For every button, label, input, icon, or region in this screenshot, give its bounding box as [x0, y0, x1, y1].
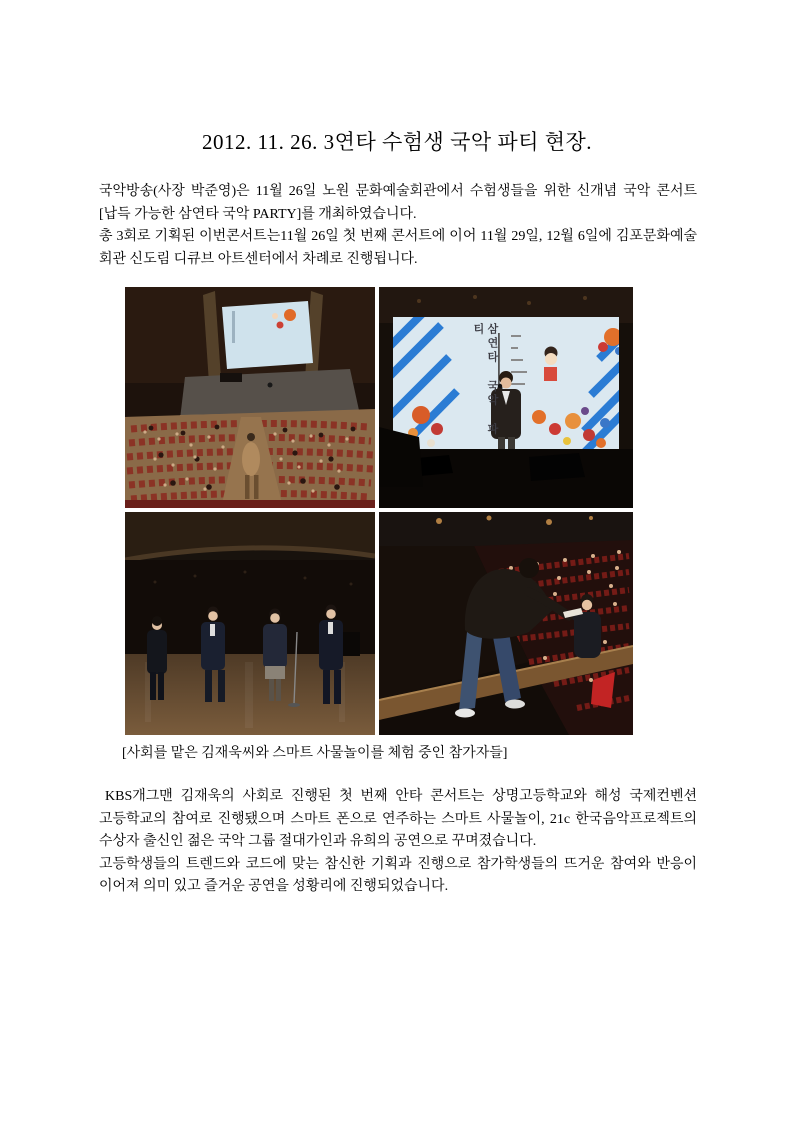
photo-caption: [사회를 맡은 김재욱씨와 스마트 사물놀이를 체험 중인 참가자들]	[122, 746, 508, 761]
intro-paragraphs	[99, 181, 697, 271]
body-paragraphs	[99, 786, 697, 899]
mc-stage-illustration	[379, 287, 633, 508]
participants-illustration	[125, 512, 375, 735]
performer-silhouette	[268, 383, 273, 388]
page-title: 2012. 11. 26. 3연타 수험생 국악 파티 현장.	[201, 130, 593, 154]
photo-grid	[125, 287, 633, 735]
intro-paragraph-1: 국악방송(사장 박준영)은 11월 26일 노원 문화예술회관에서 수험생들을 위한 신개념 국악 콘서트 [납득 가능한 삼연타 국악 PARTY]를 개최하였습니다.	[99, 184, 697, 222]
intro-paragraph-2: 총 3회로 기획된 이번콘서트는11월 26일 첫 번째 콘서트에 이어 11월 29일, 12월 6일에 김포문화예술 회관 신도림 디큐브 아트센터에서 차례로 진행됩니다.	[99, 229, 697, 267]
photo-participants-on-stage	[125, 512, 375, 735]
theater-ceiling	[379, 512, 633, 546]
screen-title-vertical-text: 삼연타 국악 파티	[472, 323, 498, 437]
standing-person	[247, 433, 255, 441]
mc-audience-illustration	[379, 512, 633, 735]
projection-screen	[222, 301, 313, 369]
body-paragraph-2: 고등학생들의 트렌드와 코드에 맞는 참신한 기획과 진행으로 참가학생들의 뜨거운 참여와 반응이 이어져 의미 있고 즐거운 공연을 성황리에 진행되었습니다.	[99, 856, 697, 894]
concert-hall-illustration	[125, 287, 375, 508]
body-paragraph-1: KBS개그맨 김재욱의 사회로 진행된 첫 번째 안타 콘서트는 상명고등학교와 해성 국제컨벤션 고등학교의 참여로 진행됐으며 스마트 폰으로 연주하는 스마트 사물놀이, 21c 한국음악프로젝트의 수상자 출신인 젊은 국악 그룹 절대가인과 유희의 공연으로 꾸며졌습니다.	[99, 789, 697, 849]
photo-concert-hall-wide-view	[125, 287, 375, 508]
photo-mc-greeting-audience	[379, 512, 633, 735]
photo-mc-on-stage	[379, 287, 633, 508]
